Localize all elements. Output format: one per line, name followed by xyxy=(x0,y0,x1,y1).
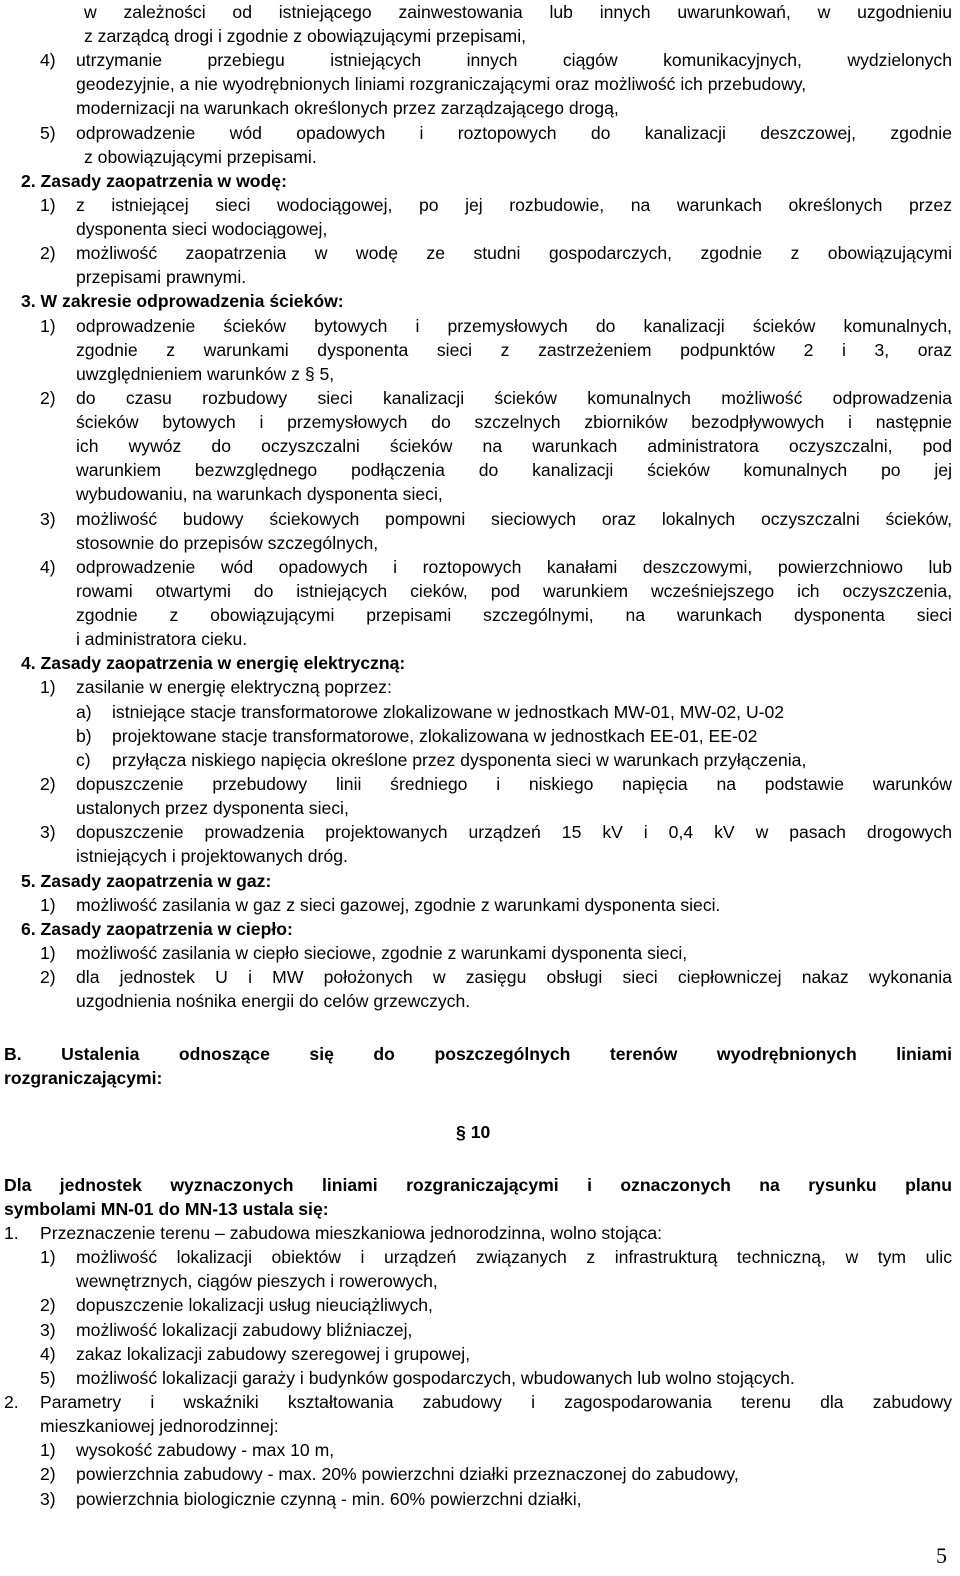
text-line: utrzymanie przebiegu istniejących innych ciągów komunikacyjnych, wydzielonych xyxy=(76,50,952,70)
paragraph-number: 10 xyxy=(470,1122,491,1142)
text-line: możliwość zasilania w gaz z sieci gazowej, zgodnie z warunkami dysponenta sieci. xyxy=(76,895,721,915)
text-line: wybudowaniu, na warunkach dysponenta sieci, xyxy=(76,484,443,504)
text-line: Przeznaczenie terenu – zabudowa mieszkaniowa jednorodzinna, wolno stojąca: xyxy=(40,1223,663,1243)
section-sign: § xyxy=(456,1122,471,1142)
text-line: uzgodnienia nośnika energii do celów grzewczych. xyxy=(76,991,471,1011)
list-number: 3) xyxy=(40,1489,56,1509)
text-line: możliwość zasilania w ciepło sieciowe, zgodnie z warunkami dysponenta sieci, xyxy=(76,943,688,963)
section-heading: 5. Zasady zaopatrzenia w gaz: xyxy=(21,871,272,891)
list-number: 2. xyxy=(4,1392,19,1412)
list-number: 3) xyxy=(40,1320,56,1340)
text-line: dysponenta sieci wodociągowej, xyxy=(76,219,328,239)
text-line: Dla jednostek wyznaczonych liniami rozgraniczającymi i oznaczonych na rysunku planu xyxy=(4,1175,952,1195)
list-number: 3) xyxy=(40,822,56,842)
list-number: 5) xyxy=(40,1368,56,1388)
text-line: odprowadzenie ścieków bytowych i przemysłowych do kanalizacji ścieków komunalnych, xyxy=(76,316,952,336)
text-line: dopuszczenie przebudowy linii średniego i niskiego napięcia na podstawie warunków xyxy=(76,774,952,794)
text-line: stosownie do przepisów szczególnych, xyxy=(76,533,379,553)
text-line: uwzględnieniem warunków z § 5, xyxy=(76,364,335,384)
text-line: modernizacji na warunkach określonych przez zarządzającego drogą, xyxy=(76,98,619,118)
text-line: ścieków bytowych i przemysłowych do szczelnych zbiorników bezodpływowych i następnie xyxy=(76,412,952,432)
list-number: 1) xyxy=(40,943,56,963)
text-line: dla jednostek U i MW położonych w zasięgu obsługi sieci ciepłowniczej nakaz wykonania xyxy=(76,967,952,987)
list-number: 4) xyxy=(40,557,56,577)
list-number: 1) xyxy=(40,1247,56,1267)
paragraph-heading xyxy=(456,1120,490,1144)
list-number: 2) xyxy=(40,388,56,408)
list-number: 4) xyxy=(40,50,56,70)
text-line: powierzchnia zabudowy - max. 20% powierzchni działki przeznaczonej do zabudowy, xyxy=(76,1464,739,1484)
text-line: przyłącza niskiego napięcia określone przez dysponenta sieci w warunkach przyłączenia, xyxy=(112,750,807,770)
text-line: istniejących i projektowanych dróg. xyxy=(76,846,348,866)
text-line: projektowane stacje transformatorowe, zlokalizowana w jednostkach EE-01, EE-02 xyxy=(112,726,758,746)
list-number: 2) xyxy=(40,967,56,987)
text-line: możliwość budowy ściekowych pompowni sieciowych oraz lokalnych oczyszczalni ścieków, xyxy=(76,509,952,529)
text-line: warunkiem bezwzględnego podłączenia do kanalizacji ścieków komunalnych po jej xyxy=(76,460,952,480)
text-line: zgodnie z warunkami dysponenta sieci z zastrzeżeniem podpunktów 2 i 3, oraz xyxy=(76,340,952,360)
text-line: wysokość zabudowy - max 10 m, xyxy=(76,1440,335,1460)
list-number: 4) xyxy=(40,1344,56,1364)
list-number: 2) xyxy=(40,774,56,794)
list-number: 1) xyxy=(40,1440,56,1460)
page-number: 5 xyxy=(936,1543,947,1568)
text-line: ustalonych przez dysponenta sieci, xyxy=(76,798,349,818)
text-line: zgodnie z obowiązującymi przepisami szczególnymi, na warunkach dysponenta sieci xyxy=(76,605,952,625)
text-line: i administratora cieku. xyxy=(76,629,248,649)
text-line: do czasu rozbudowy sieci kanalizacji ścieków komunalnych możliwość odprowadzenia xyxy=(76,388,952,408)
text-line: w zależności od istniejącego zainwestowania lub innych uwarunkowań, w uzgodnieniu xyxy=(84,2,952,22)
text-line: mieszkaniowej jednorodzinnej: xyxy=(40,1416,279,1436)
text-line: z zarządcą drogi i zgodnie z obowiązującymi przepisami, xyxy=(84,26,526,46)
list-number: 1. xyxy=(4,1223,19,1243)
section-heading: 2. Zasady zaopatrzenia w wodę: xyxy=(21,171,287,191)
list-letter: b) xyxy=(76,726,92,746)
text-line: możliwość lokalizacji obiektów i urządzeń związanych z infrastrukturą techniczną, w tym ulic xyxy=(76,1247,952,1267)
text-line: zakaz lokalizacji zabudowy szeregowej i grupowej, xyxy=(76,1344,471,1364)
list-number: 1) xyxy=(40,195,56,215)
text-line: zasilanie w energię elektryczną poprzez: xyxy=(76,677,392,697)
text-line: powierzchnia biologicznie czynną - min. 60% powierzchni działki, xyxy=(76,1489,582,1509)
list-letter: a) xyxy=(76,702,92,722)
text-line: dopuszczenie lokalizacji usług nieuciążliwych, xyxy=(76,1295,433,1315)
list-number: 5) xyxy=(40,123,56,143)
section-heading: 3. W zakresie odprowadzenia ścieków: xyxy=(21,291,344,311)
text-line: możliwość lokalizacji zabudowy bliźniaczej, xyxy=(76,1320,413,1340)
list-number: 1) xyxy=(40,677,56,697)
list-number: 2) xyxy=(40,1295,56,1315)
text-line: odprowadzenie wód opadowych i roztopowych kanałami deszczowymi, powierzchniowo lub xyxy=(76,557,952,577)
section-heading: 4. Zasady zaopatrzenia w energię elektryczną: xyxy=(21,653,406,673)
text-line: geodezyjnie, a nie wyodrębnionych liniami rozgraniczającymi oraz możliwość ich przebudowy, xyxy=(76,74,807,94)
text-line: z obowiązującymi przepisami. xyxy=(84,147,317,167)
text-line: istniejące stacje transformatorowe zlokalizowane w jednostkach MW-01, MW-02, U-02 xyxy=(112,702,785,722)
list-letter: c) xyxy=(76,750,91,770)
text-line: Parametry i wskaźniki kształtowania zabudowy i zagospodarowania terenu dla zabudowy xyxy=(40,1392,952,1412)
text-line: z istniejącej sieci wodociągowej, po jej rozbudowie, na warunkach określonych przez xyxy=(76,195,952,215)
list-number: 1) xyxy=(40,316,56,336)
section-heading: 6. Zasady zaopatrzenia w ciepło: xyxy=(21,919,293,939)
text-line: odprowadzenie wód opadowych i roztopowych do kanalizacji deszczowej, zgodnie xyxy=(76,123,952,143)
text-line: możliwość lokalizacji garaży i budynków gospodarczych, wbudowanych lub wolno stojących. xyxy=(76,1368,795,1388)
text-line: możliwość zaopatrzenia w wodę ze studni gospodarczych, zgodnie z obowiązującymi xyxy=(76,243,952,263)
list-number: 2) xyxy=(40,243,56,263)
list-number: 2) xyxy=(40,1464,56,1484)
text-line: dopuszczenie prowadzenia projektowanych urządzeń 15 kV i 0,4 kV w pasach drogowych xyxy=(76,822,952,842)
section-heading: rozgraniczającymi: xyxy=(4,1068,163,1088)
text-line: rowami otwartymi do istniejących cieków, pod warunkiem wcześniejszego ich oczyszczenia, xyxy=(76,581,952,601)
text-line: wewnętrznych, ciągów pieszych i rowerowych, xyxy=(76,1271,438,1291)
text-line: ich wywóz do oczyszczalni ścieków na warunkach administratora oczyszczalni, pod xyxy=(76,436,952,456)
list-number: 3) xyxy=(40,509,56,529)
text-line: symbolami MN-01 do MN-13 ustala się: xyxy=(4,1199,329,1219)
section-heading: B. Ustalenia odnoszące się do poszczególnych terenów wyodrębnionych liniami xyxy=(4,1044,952,1064)
text-line: przepisami prawnymi. xyxy=(76,267,247,287)
list-number: 1) xyxy=(40,895,56,915)
